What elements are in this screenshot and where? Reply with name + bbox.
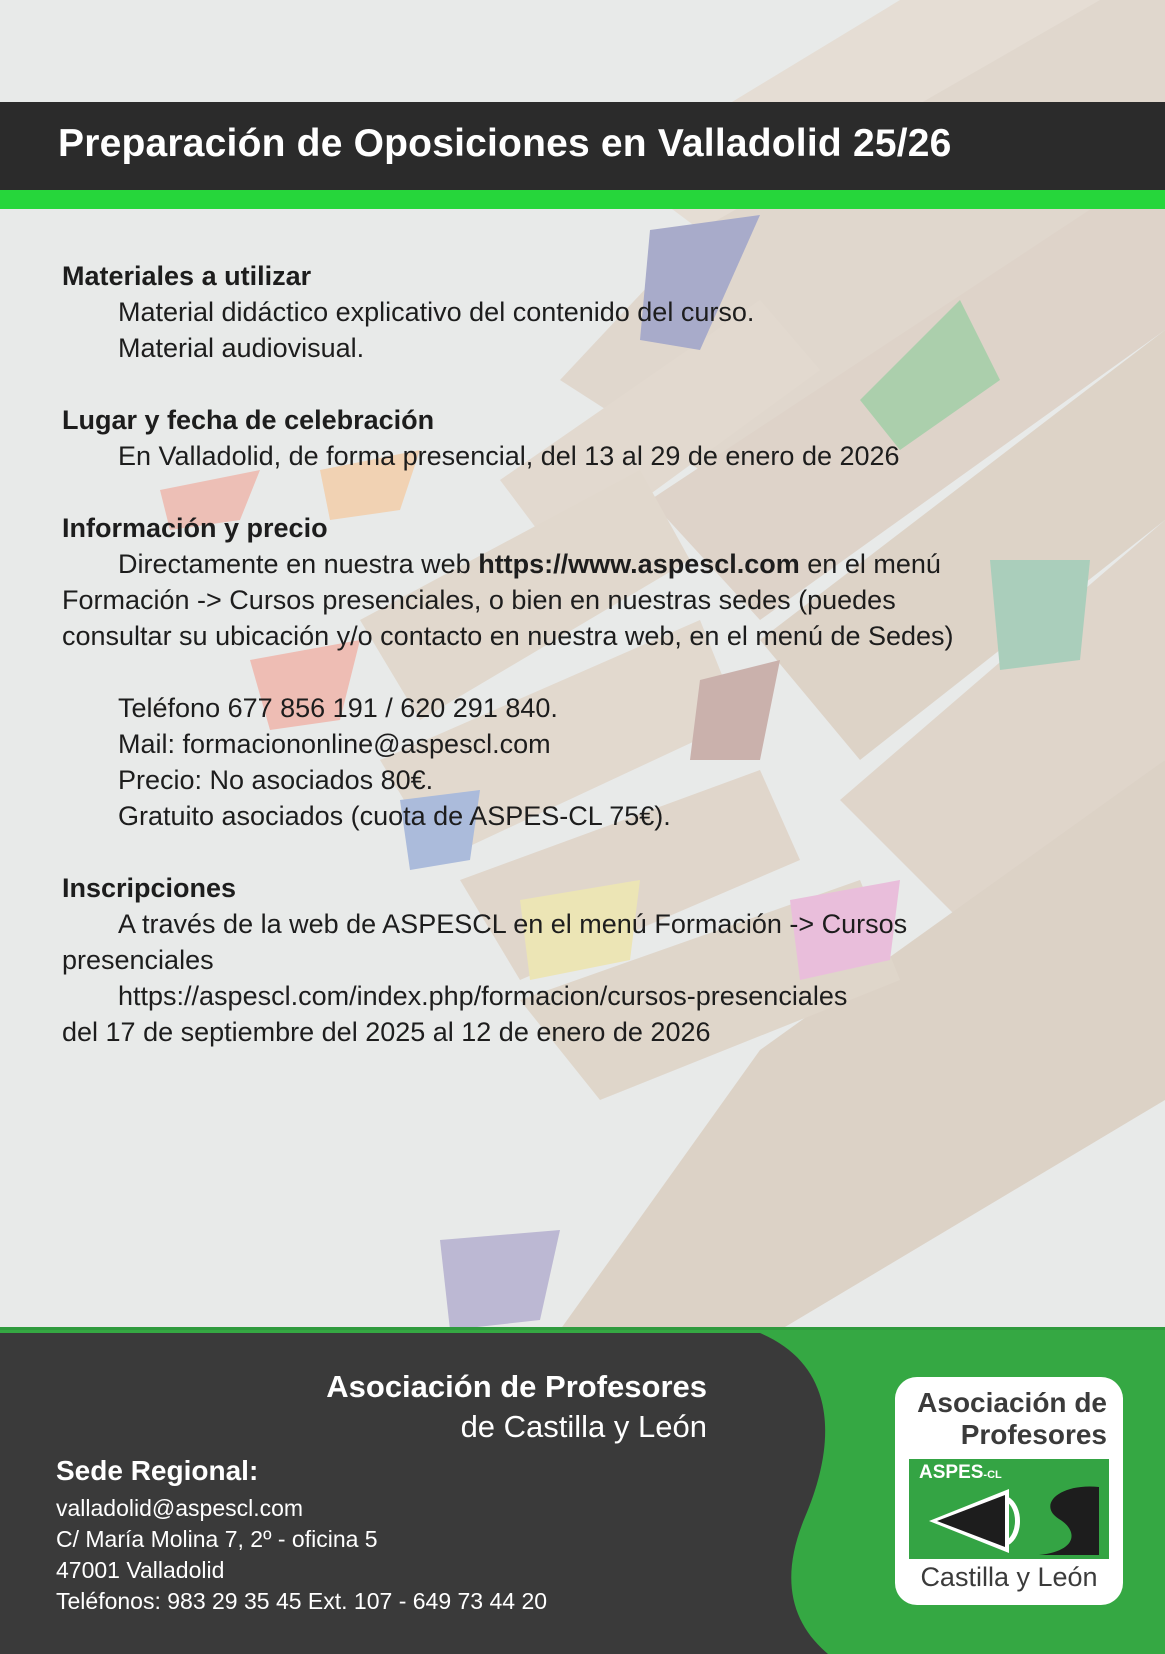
logo-line-1: Asociación de <box>917 1387 1107 1418</box>
section-lugar <box>62 402 1122 474</box>
section-inscripciones <box>62 870 1122 1050</box>
logo-title <box>917 1387 1107 1451</box>
website-link[interactable]: https://www.aspescl.com <box>478 549 800 579</box>
sede-regional <box>56 1453 547 1617</box>
inscripciones-url[interactable]: https://aspescl.com/index.php/formacion/cursos-presenciales <box>118 981 848 1011</box>
sede-heading: Sede Regional: <box>56 1455 259 1486</box>
association-name <box>326 1367 707 1447</box>
telefono-text: Teléfono 677 856 191 / 620 291 840. <box>118 693 558 723</box>
lugar-text: En Valladolid, de forma presencial, del 13 al 29 de enero de 2026 <box>118 441 900 471</box>
spacer <box>62 654 1122 690</box>
materiales-item: Material audiovisual. <box>118 333 365 363</box>
association-name-line-1: Asociación de Profesores <box>326 1369 707 1404</box>
gratuito-text: Gratuito asociados (cuota de ASPES-CL 75€). <box>118 801 671 831</box>
inscripciones-dates: del 17 de septiembre del 2025 al 12 de enero de 2026 <box>62 1017 711 1047</box>
section-informacion <box>62 510 1122 834</box>
footer <box>0 1327 1165 1654</box>
section-materiales <box>62 258 1122 366</box>
logo-line-2: Profesores <box>960 1419 1107 1450</box>
materiales-item: Material didáctico explicativo del contenido del curso. <box>118 297 755 327</box>
materiales-heading: Materiales a utilizar <box>62 261 312 291</box>
association-name-line-2: de Castilla y León <box>460 1409 707 1444</box>
sede-phones: Teléfonos: 983 29 35 45 Ext. 107 - 649 73 44 20 <box>56 1588 548 1614</box>
inscripciones-heading: Inscripciones <box>62 873 237 903</box>
sede-email[interactable]: valladolid@aspescl.com <box>56 1495 304 1521</box>
title-bar <box>0 102 1165 190</box>
precio-text: Precio: No asociados 80€. <box>118 765 434 795</box>
main-content <box>62 258 1122 1086</box>
informacion-line <box>62 546 1122 582</box>
mail-text: Mail: formaciononline@aspescl.com <box>118 729 551 759</box>
informacion-line-2: Formación -> Cursos presenciales, o bien en nuestras sedes (puedes <box>62 585 896 615</box>
informacion-text-before: Directamente en nuestra web <box>118 549 479 579</box>
logo-badge-suffix: -CL <box>983 1469 1002 1481</box>
title-accent-strip <box>0 190 1165 209</box>
inscripciones-line-1: A través de la web de ASPESCL en el menú Formación -> Cursos <box>118 909 908 939</box>
inscripciones-line-2: presenciales <box>62 945 214 975</box>
sede-address: C/ María Molina 7, 2º - oficina 5 <box>56 1526 378 1552</box>
logo-bottom-text: Castilla y León <box>920 1562 1098 1592</box>
informacion-heading: Información y precio <box>62 513 328 543</box>
page-title: Preparación de Oposiciones en Valladolid 25/26 <box>58 122 952 165</box>
logo-badge <box>919 1462 1002 1484</box>
lugar-heading: Lugar y fecha de celebración <box>62 405 435 435</box>
logo-badge-text: ASPES <box>919 1462 984 1483</box>
sede-city: 47001 Valladolid <box>56 1557 225 1583</box>
informacion-line-3: consultar su ubicación y/o contacto en nuestra web, en el menú de Sedes) <box>62 621 954 651</box>
logo-mark <box>909 1459 1109 1559</box>
aspes-logo <box>895 1377 1123 1605</box>
informacion-text-after: en el menú <box>799 549 941 579</box>
